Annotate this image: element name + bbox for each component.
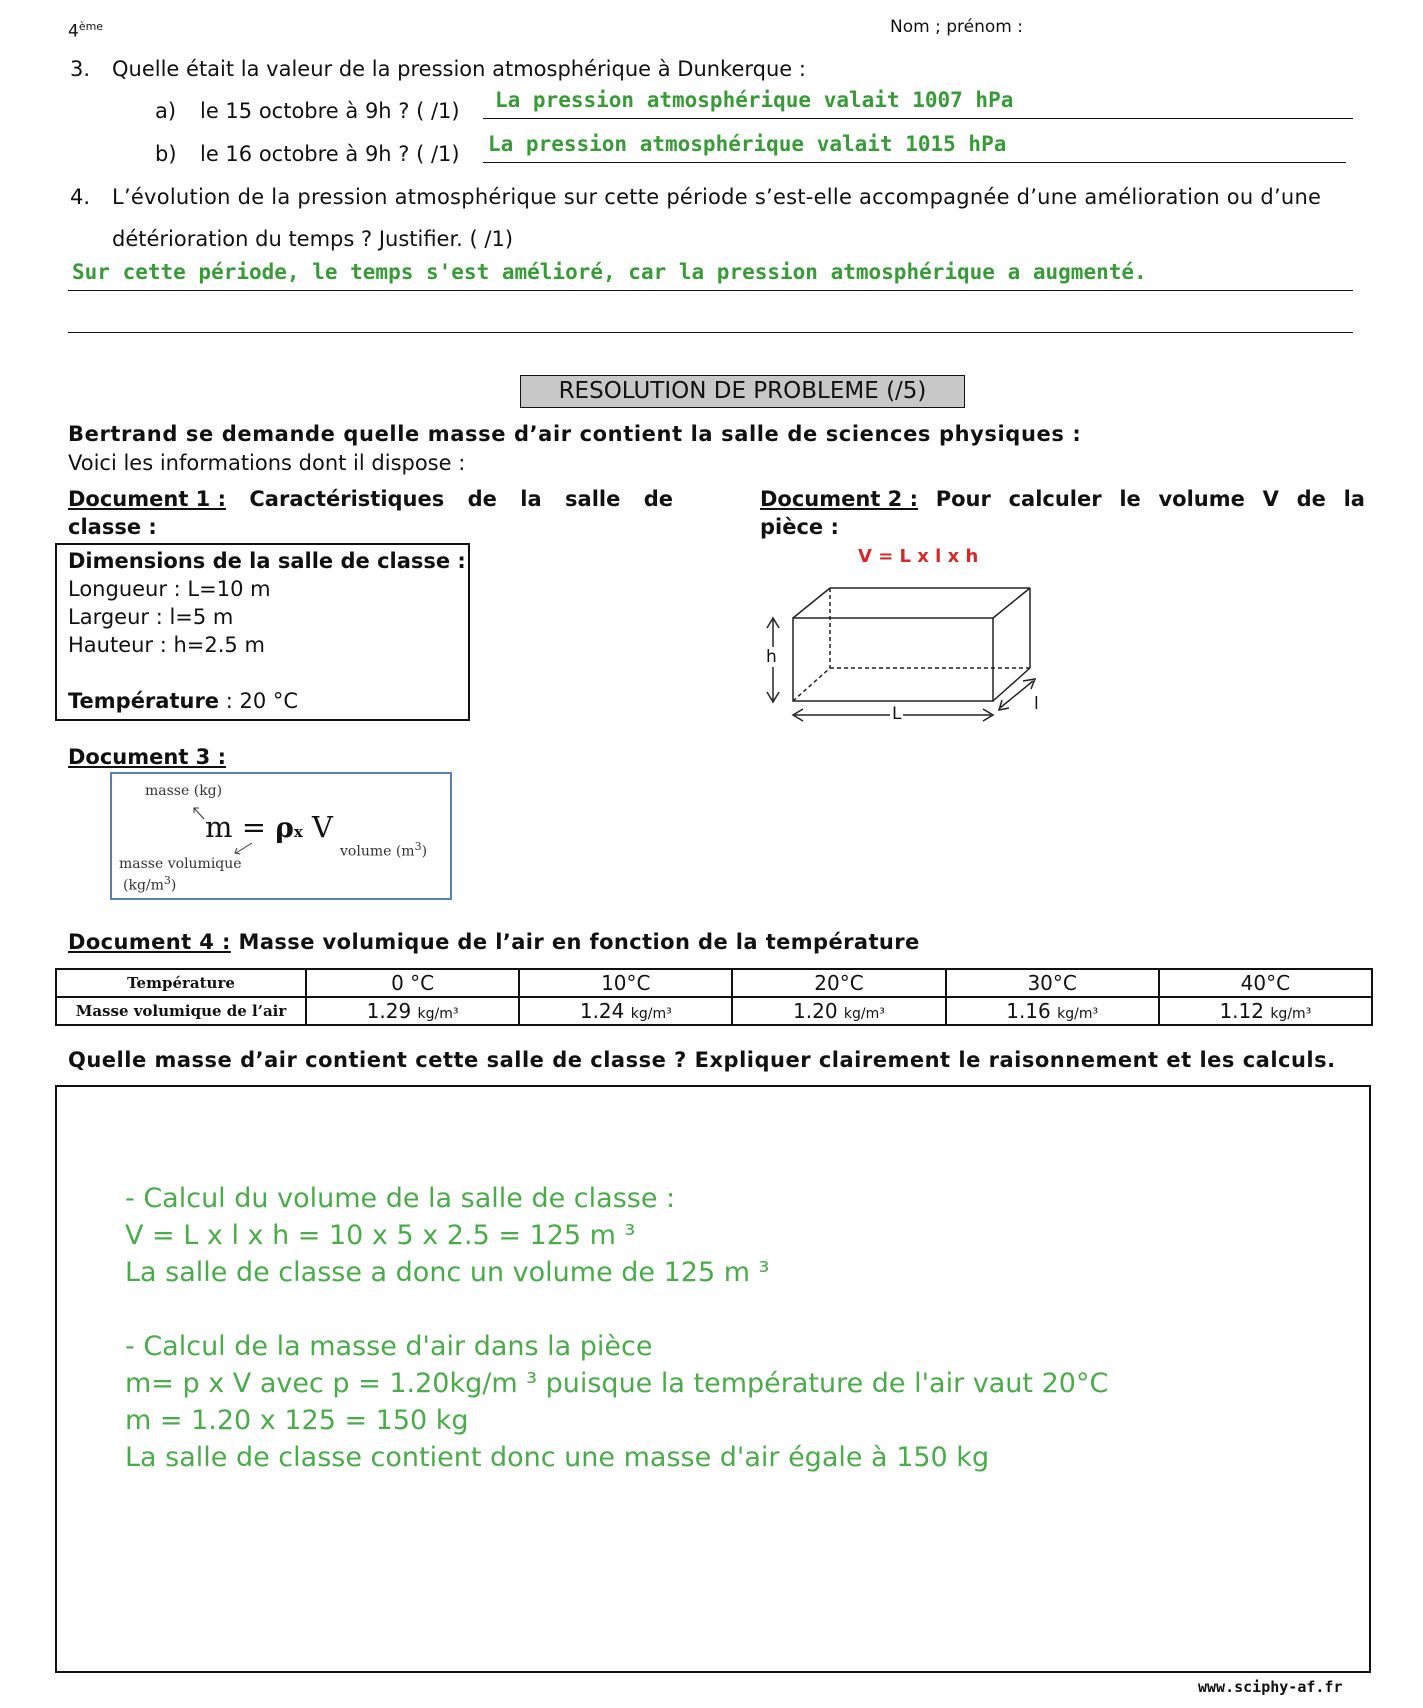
doc2-label: Document 2 :	[760, 487, 919, 511]
q4-number: 4.	[70, 185, 91, 209]
doc3-mv2: $(kg/m^3)$	[123, 874, 177, 894]
q4-answer-line2	[68, 332, 1353, 333]
dim-L-label: L	[892, 704, 902, 724]
table-row	[56, 997, 1372, 1025]
q3a-text: le 15 octobre à 9h ? ( /1)	[200, 99, 460, 123]
resolution-title-box	[520, 375, 965, 408]
answer-line: - Calcul du volume de la salle de classe :	[125, 1183, 676, 1214]
doc1-title-line2: classe :	[68, 515, 157, 539]
resolution-intro: Bertrand se demande quelle masse d’air contient la salle de sciences physiques :	[68, 422, 1082, 446]
table-cell: 1.24 kg/m³	[519, 997, 732, 1025]
q3-text: Quelle était la valeur de la pression atmosphérique à Dunkerque :	[112, 57, 806, 81]
box-diagram	[755, 578, 1055, 728]
q3b-text: le 16 octobre à 9h ? ( /1)	[200, 142, 460, 166]
table-row-header: Masse volumique de l’air	[56, 997, 306, 1025]
doc2-title-line2: pièce :	[760, 515, 839, 539]
q4-answer-line1	[68, 290, 1353, 291]
q3a-label: a)	[155, 99, 177, 123]
table-row	[56, 969, 1372, 997]
q4-answer: Sur cette période, le temps s'est amélioré, car la pression atmosphérique a augmenté.	[72, 260, 1147, 284]
table-cell: 0 °C	[306, 969, 519, 997]
doc1-box-title: Dimensions de la salle de classe :	[68, 549, 466, 573]
density-table	[55, 968, 1373, 1026]
doc1-longueur: Longueur : L=10 m	[68, 577, 271, 601]
doc3-formula: m = ρx V	[205, 810, 333, 844]
class-level: 4ème	[68, 20, 104, 42]
doc2-formula: V = L x l x h	[858, 546, 979, 567]
doc4-title: Document 4 : Masse volumique de l’air en fonction de la température	[68, 930, 920, 954]
resolution-intro2: Voici les informations dont il dispose :	[68, 451, 466, 475]
dim-l-label: l	[1034, 694, 1039, 714]
answer-line: La salle de classe a donc un volume de 125 m ³	[125, 1257, 770, 1288]
doc1-largeur: Largeur : l=5 m	[68, 605, 234, 629]
doc3-label: Document 3 :	[68, 745, 227, 769]
table-cell: 20°C	[732, 969, 945, 997]
footer-url: www.sciphy-af.fr	[1198, 1678, 1343, 1696]
q4-text-line1: L’évolution de la pression atmosphérique sur cette période s’est-elle accompagnée d’une amélioration ou d’une	[112, 185, 1322, 209]
answer-line: m = 1.20 x 125 = 150 kg	[125, 1405, 469, 1436]
table-cell: 10°C	[519, 969, 732, 997]
doc3-volume: volume $(m^3)$	[340, 840, 428, 860]
table-cell: 30°C	[946, 969, 1159, 997]
doc2-title: Document 2 : Pour calculer le volume V de la	[760, 487, 1365, 511]
answer-line: m= p x V avec p = 1.20kg/m ³ puisque la température de l'air vaut 20°C	[125, 1368, 1109, 1399]
q3b-label: b)	[155, 142, 177, 166]
q3-number: 3.	[70, 57, 91, 81]
q4-text-line2: détérioration du temps ? Justifier. ( /1)	[112, 227, 514, 251]
q3a-answer-line	[483, 118, 1353, 119]
doc1-title: Document 1 : Caractéristiques de la salle de	[68, 487, 673, 511]
table-cell: 1.16 kg/m³	[946, 997, 1159, 1025]
doc1-temperature: Température : 20 °C	[68, 689, 299, 713]
table-cell: 1.12 kg/m³	[1159, 997, 1372, 1025]
table-cell: 1.29 kg/m³	[306, 997, 519, 1025]
table-row-header: Température	[56, 969, 306, 997]
main-question: Quelle masse d’air contient cette salle de classe ? Expliquer clairement le raisonnement et les calculs.	[68, 1048, 1336, 1072]
doc1-label: Document 1 :	[68, 487, 227, 511]
answer-line: - Calcul de la masse d'air dans la pièce	[125, 1331, 653, 1362]
name-label: Nom ; prénom :	[890, 17, 1023, 37]
q3a-answer: La pression atmosphérique valait 1007 hPa	[495, 88, 1014, 112]
table-cell: 1.20 kg/m³	[732, 997, 945, 1025]
answer-line: La salle de classe contient donc une masse d'air égale à 150 kg	[125, 1442, 990, 1473]
answer-line: V = L x l x h = 10 x 5 x 2.5 = 125 m ³	[125, 1220, 636, 1251]
q3b-answer: La pression atmosphérique valait 1015 hPa	[488, 132, 1007, 156]
doc1-hauteur: Hauteur : h=2.5 m	[68, 633, 265, 657]
doc3-masse: masse (kg)	[145, 783, 223, 799]
doc3-mv1: masse volumique	[119, 856, 242, 872]
dim-h-label: h	[766, 647, 777, 667]
table-cell: 40°C	[1159, 969, 1372, 997]
q3b-answer-line	[483, 162, 1346, 163]
resolution-title: RESOLUTION DE PROBLEME (/5)	[558, 378, 927, 404]
